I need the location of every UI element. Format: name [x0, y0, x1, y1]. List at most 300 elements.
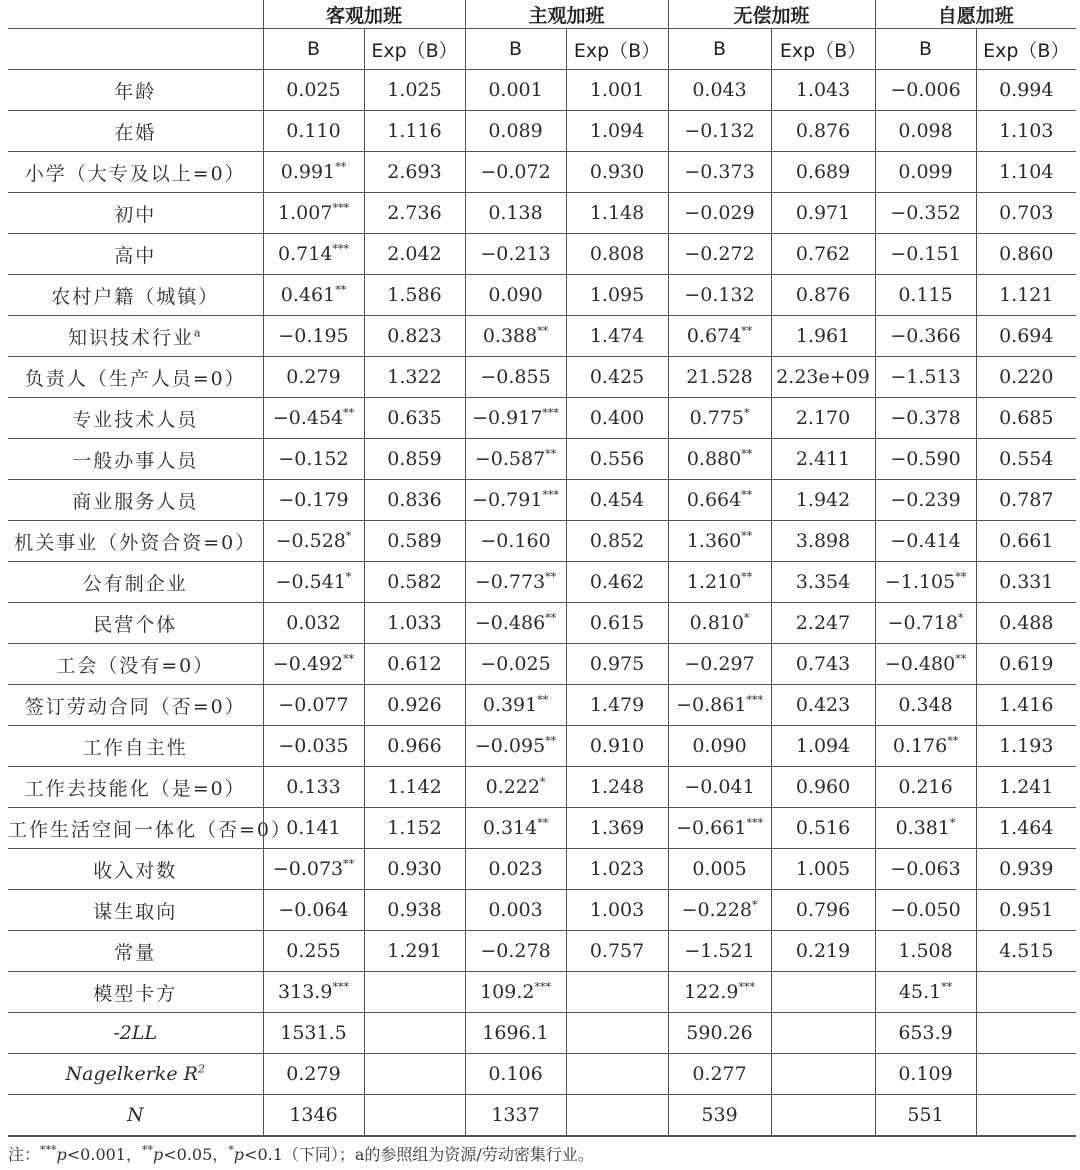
table-cell — [566, 1013, 668, 1054]
significance-stars: *** — [746, 693, 763, 707]
significance-stars: ** — [335, 283, 347, 297]
table-cell — [465, 70, 566, 111]
cell-value: 0.331 — [999, 571, 1054, 593]
table-cell — [771, 521, 875, 562]
cell-value: 1.007 — [278, 202, 333, 224]
significance-stars: ** — [741, 529, 753, 543]
table-row — [8, 767, 1076, 808]
table-cell — [976, 357, 1076, 398]
cell-value: −0.587 — [474, 448, 546, 470]
table-cell — [364, 1095, 465, 1136]
table-cell — [976, 767, 1076, 808]
table-row — [8, 562, 1076, 603]
table-row — [8, 398, 1076, 439]
cell-value: 0.089 — [488, 120, 543, 142]
cell-value: 0.926 — [387, 694, 442, 716]
cell-value: 1.474 — [589, 325, 645, 347]
table-cell — [364, 972, 465, 1013]
table-cell — [771, 808, 875, 849]
table-cell — [364, 767, 465, 808]
table-cell — [465, 767, 566, 808]
table-cell — [771, 234, 875, 275]
cell-value: 0.743 — [795, 653, 851, 675]
table-cell — [976, 111, 1076, 152]
cell-value: 0.003 — [488, 899, 543, 921]
table-cell — [771, 644, 875, 685]
table-row — [8, 234, 1076, 275]
table-row — [8, 644, 1076, 685]
cell-value: 122.9 — [684, 981, 739, 1003]
cell-value: 0.808 — [589, 243, 645, 265]
table-cell — [771, 357, 875, 398]
cell-value: 0.461 — [280, 284, 336, 306]
cell-value: −0.160 — [480, 530, 551, 552]
cell-value: 0.685 — [999, 407, 1054, 429]
table-cell — [263, 603, 364, 644]
significance-stars: ** — [537, 693, 549, 707]
significance-stars: *** — [542, 406, 559, 420]
significance-stars: ** — [955, 570, 967, 584]
table-cell — [465, 685, 566, 726]
significance-stars: * — [345, 570, 352, 584]
cell-value: −0.073 — [272, 858, 344, 880]
table-cell — [364, 1054, 465, 1095]
cell-value: −0.035 — [278, 735, 349, 757]
cell-value: 0.348 — [898, 694, 953, 716]
significance-stars: ** — [335, 160, 347, 174]
table-row — [8, 357, 1076, 398]
row-label — [8, 521, 263, 562]
cell-value: 1.479 — [589, 694, 645, 716]
table-cell — [364, 1013, 465, 1054]
table-cell — [668, 316, 771, 357]
cell-value: 0.860 — [999, 243, 1054, 265]
table-row — [8, 521, 1076, 562]
table-cell — [263, 152, 364, 193]
cell-value: 1.152 — [387, 817, 442, 839]
cell-value: 0.796 — [795, 899, 851, 921]
table-cell — [263, 357, 364, 398]
table-cell — [566, 726, 668, 767]
row-label — [8, 931, 263, 972]
cell-value: 2.247 — [795, 612, 851, 634]
cell-value: 2.411 — [795, 448, 851, 470]
significance-stars: * — [751, 898, 758, 912]
cell-value: −0.917 — [472, 407, 543, 429]
table-cell — [465, 275, 566, 316]
table-cell — [976, 521, 1076, 562]
cell-value: 0.930 — [589, 161, 645, 183]
significance-stars: ** — [741, 447, 753, 461]
table-note — [8, 1142, 594, 1165]
cell-value: 0.110 — [286, 120, 341, 142]
row-label-text: 专业技术人员 — [72, 408, 199, 431]
table-cell — [465, 890, 566, 931]
group-header-row — [8, 0, 1076, 29]
table-cell — [875, 152, 976, 193]
table-cell — [976, 1013, 1076, 1054]
table-cell — [263, 439, 364, 480]
significance-stars: * — [950, 816, 956, 830]
significance-stars: ** — [741, 488, 753, 502]
cell-value: 1.001 — [589, 79, 645, 101]
cell-value: 1.103 — [999, 120, 1054, 142]
table-cell — [566, 767, 668, 808]
group-header: 主观加班 — [465, 0, 668, 29]
row-label — [8, 890, 263, 931]
table-cell — [875, 234, 976, 275]
cell-value: 0.994 — [999, 79, 1054, 101]
cell-value: 0.876 — [795, 120, 851, 142]
row-label-text: 一般办事人员 — [72, 449, 199, 472]
cell-value: 539 — [701, 1104, 738, 1126]
table-cell — [566, 357, 668, 398]
cell-value: 0.938 — [387, 899, 442, 921]
cell-value: 0.757 — [589, 940, 645, 962]
cell-value: 1.142 — [387, 776, 442, 798]
cell-value: 109.2 — [480, 981, 535, 1003]
table-cell — [364, 357, 465, 398]
subheader: Exp（B） — [976, 29, 1076, 70]
cell-value: −0.132 — [684, 284, 755, 306]
cell-value: 0.612 — [387, 653, 442, 675]
table-cell — [263, 1095, 364, 1136]
cell-value: −0.228 — [681, 899, 752, 921]
table-cell — [364, 685, 465, 726]
significance-stars: * — [345, 529, 352, 543]
cell-value: −0.541 — [275, 571, 346, 593]
table-cell — [263, 767, 364, 808]
cell-value: 0.115 — [898, 284, 953, 306]
row-label — [8, 644, 263, 685]
cell-value: 1.961 — [795, 325, 851, 347]
table-cell — [364, 398, 465, 439]
table-row — [8, 972, 1076, 1013]
row-label-text: 模型卡方 — [93, 982, 178, 1005]
table-cell — [263, 70, 364, 111]
cell-value: 1.005 — [795, 858, 851, 880]
table-cell — [566, 972, 668, 1013]
cell-value: 1.003 — [589, 899, 645, 921]
table-cell — [875, 1095, 976, 1136]
header-corner — [8, 29, 263, 70]
table-cell — [566, 562, 668, 603]
cell-value: 590.26 — [686, 1022, 753, 1044]
significance-stars: * — [743, 611, 750, 625]
row-label — [8, 275, 263, 316]
table-cell — [668, 275, 771, 316]
table-row — [8, 1095, 1076, 1136]
cell-value: 0.694 — [999, 325, 1054, 347]
cell-value: 0.775 — [689, 407, 744, 429]
cell-value: 0.930 — [387, 858, 442, 880]
significance-stars: ** — [545, 570, 557, 584]
table-cell — [875, 275, 976, 316]
table-cell — [976, 316, 1076, 357]
table-cell — [875, 1054, 976, 1095]
table-cell — [364, 562, 465, 603]
cell-value: 0.619 — [999, 653, 1054, 675]
cell-value: 0.556 — [589, 448, 645, 470]
table-cell — [263, 275, 364, 316]
cell-value: −0.378 — [890, 407, 961, 429]
cell-value: −0.454 — [272, 407, 344, 429]
subheader-row — [8, 29, 1076, 70]
table-cell — [566, 439, 668, 480]
cell-value: 0.099 — [898, 161, 953, 183]
cell-value: 1.033 — [387, 612, 442, 634]
table-row — [8, 685, 1076, 726]
cell-value: 0.960 — [795, 776, 851, 798]
table-cell — [875, 890, 976, 931]
table-row — [8, 603, 1076, 644]
row-label-text: 机关事业（外资合资=0） — [14, 531, 257, 554]
row-label-text: 农村户籍（城镇） — [51, 285, 220, 308]
table-cell — [364, 111, 465, 152]
table-cell — [875, 439, 976, 480]
cell-value: −0.213 — [480, 243, 551, 265]
significance-stars: *** — [332, 201, 349, 215]
table-cell — [465, 316, 566, 357]
cell-value: 1.148 — [589, 202, 645, 224]
table-cell — [668, 972, 771, 1013]
cell-value: 0.005 — [692, 858, 747, 880]
regression-table — [8, 0, 1076, 1136]
table-cell — [668, 111, 771, 152]
note-text: <0.1（下同）；a的参照组为资源/劳动密集行业。 — [244, 1145, 594, 1164]
cell-value: 0.762 — [795, 243, 851, 265]
table-row — [8, 193, 1076, 234]
table-body — [8, 70, 1076, 1136]
table-cell — [263, 398, 364, 439]
table-cell — [364, 603, 465, 644]
row-label — [8, 439, 263, 480]
table-cell — [263, 316, 364, 357]
significance-stars: *** — [534, 980, 551, 994]
table-cell — [875, 521, 976, 562]
cell-value: 0.279 — [286, 366, 341, 388]
table-cell — [263, 890, 364, 931]
table-cell — [668, 1013, 771, 1054]
cell-value: 0.516 — [795, 817, 851, 839]
cell-value: −0.041 — [684, 776, 755, 798]
table-cell — [875, 193, 976, 234]
table-cell — [668, 70, 771, 111]
row-label-text: 知识技术行业 — [67, 326, 194, 349]
table-cell — [263, 931, 364, 972]
table-cell — [771, 562, 875, 603]
cell-value: 1.322 — [387, 366, 442, 388]
table-cell — [771, 603, 875, 644]
table-cell — [976, 603, 1076, 644]
table-cell — [668, 152, 771, 193]
table-cell — [771, 316, 875, 357]
table-cell — [668, 644, 771, 685]
cell-value: 21.528 — [686, 366, 753, 388]
group-header: 无偿加班 — [668, 0, 875, 29]
cell-value: 0.279 — [286, 1063, 341, 1085]
cell-value: 0.277 — [692, 1063, 747, 1085]
table-row — [8, 480, 1076, 521]
table-cell — [976, 152, 1076, 193]
group-header: 自愿加班 — [875, 0, 1076, 29]
cell-value: 0.043 — [692, 79, 747, 101]
significance-stars: ** — [545, 734, 557, 748]
row-label-text: 工作自主性 — [82, 736, 188, 759]
table-cell — [976, 644, 1076, 685]
cell-value: 0.023 — [488, 858, 543, 880]
row-label — [8, 234, 263, 275]
row-label — [8, 726, 263, 767]
table-cell — [263, 972, 364, 1013]
table-cell — [875, 767, 976, 808]
table-row — [8, 70, 1076, 111]
cell-value: −0.773 — [474, 571, 546, 593]
cell-value: 0.966 — [387, 735, 442, 757]
cell-value: 551 — [907, 1104, 944, 1126]
significance-stars: ** — [537, 816, 549, 830]
table-cell — [364, 439, 465, 480]
table-cell — [263, 193, 364, 234]
cell-value: 1.291 — [387, 940, 442, 962]
table-row — [8, 931, 1076, 972]
table-cell — [875, 931, 976, 972]
cell-value: 1.025 — [387, 79, 442, 101]
table-cell — [465, 193, 566, 234]
cell-value: 0.106 — [488, 1063, 543, 1085]
table-cell — [566, 193, 668, 234]
table-cell — [875, 849, 976, 890]
significance-stars: *** — [746, 816, 763, 830]
table-cell — [263, 849, 364, 890]
cell-value: 0.787 — [999, 489, 1054, 511]
cell-value: 0.255 — [286, 940, 341, 962]
table-cell — [566, 849, 668, 890]
cell-value: −0.077 — [278, 694, 349, 716]
table-cell — [976, 234, 1076, 275]
table-cell — [875, 398, 976, 439]
significance-stars: *** — [332, 980, 349, 994]
cell-value: 2.170 — [795, 407, 851, 429]
table-row — [8, 111, 1076, 152]
table-cell — [465, 111, 566, 152]
significance-stars: ** — [955, 652, 967, 666]
cell-value: 0.880 — [686, 448, 742, 470]
subheader: Exp（B） — [566, 29, 668, 70]
table-cell — [364, 808, 465, 849]
row-label — [8, 480, 263, 521]
significance-stars: *** — [332, 242, 349, 256]
row-label — [8, 111, 263, 152]
table-cell — [976, 1054, 1076, 1095]
cell-value: 1.116 — [387, 120, 442, 142]
table-cell — [566, 398, 668, 439]
table-cell — [976, 275, 1076, 316]
table-cell — [976, 972, 1076, 1013]
significance-stars: ** — [741, 324, 753, 338]
table-cell — [566, 152, 668, 193]
row-label — [8, 767, 263, 808]
table-cell — [668, 521, 771, 562]
table-cell — [976, 890, 1076, 931]
row-label — [8, 357, 263, 398]
cell-value: −0.029 — [684, 202, 755, 224]
table-cell — [465, 439, 566, 480]
cell-value: 0.836 — [387, 489, 442, 511]
cell-value: 0.703 — [999, 202, 1054, 224]
table-cell — [976, 726, 1076, 767]
row-label-text: 公有制企业 — [82, 572, 188, 595]
row-label — [8, 316, 263, 357]
cell-value: 0.219 — [795, 940, 851, 962]
table-cell — [566, 685, 668, 726]
table-cell — [364, 70, 465, 111]
row-label — [8, 685, 263, 726]
cell-value: −0.239 — [890, 489, 961, 511]
table-cell — [364, 275, 465, 316]
cell-value: 0.661 — [999, 530, 1054, 552]
table-cell — [976, 562, 1076, 603]
table-cell — [976, 398, 1076, 439]
row-label — [8, 152, 263, 193]
table-cell — [465, 357, 566, 398]
row-label-text: 常量 — [114, 941, 157, 964]
row-label — [8, 603, 263, 644]
table-cell — [668, 890, 771, 931]
cell-value: 1.094 — [589, 120, 645, 142]
cell-value: 0.176 — [892, 735, 948, 757]
label-superscript: 2 — [197, 1062, 205, 1076]
table-cell — [668, 1095, 771, 1136]
table-cell — [668, 726, 771, 767]
row-label — [8, 398, 263, 439]
note-prefix: 注： — [8, 1145, 41, 1164]
table-cell — [364, 890, 465, 931]
row-label-text: 工会（没有=0） — [56, 654, 215, 677]
table-row — [8, 808, 1076, 849]
row-label-text: 年龄 — [114, 80, 157, 103]
row-label — [8, 562, 263, 603]
table-cell — [263, 111, 364, 152]
cell-value: 0.615 — [589, 612, 645, 634]
table-cell — [771, 1095, 875, 1136]
note-text: <0.001， — [66, 1145, 142, 1164]
cell-value: 313.9 — [278, 981, 333, 1003]
table-cell — [566, 644, 668, 685]
cell-value: 1.416 — [999, 694, 1054, 716]
table-cell — [668, 603, 771, 644]
significance-stars: * — [743, 406, 750, 420]
cell-value: 0.314 — [482, 817, 538, 839]
row-label-text: 商业服务人员 — [72, 490, 199, 513]
table-cell — [875, 644, 976, 685]
cell-value: −0.072 — [480, 161, 551, 183]
table-cell — [875, 480, 976, 521]
table-cell — [668, 685, 771, 726]
cell-value: 3.354 — [795, 571, 851, 593]
table-cell — [875, 70, 976, 111]
significance-stars: *** — [738, 980, 755, 994]
cell-value: 3.898 — [795, 530, 851, 552]
table-cell — [668, 439, 771, 480]
table-cell — [364, 234, 465, 275]
table-cell — [364, 316, 465, 357]
cell-value: −0.861 — [676, 694, 747, 716]
row-label-text: 工作生活空间一体化（否=0） — [8, 818, 293, 841]
row-label-text: 工作去技能化（是=0） — [24, 777, 246, 800]
row-label-text: 负责人（生产人员=0） — [24, 367, 246, 390]
cell-value: −0.050 — [890, 899, 961, 921]
